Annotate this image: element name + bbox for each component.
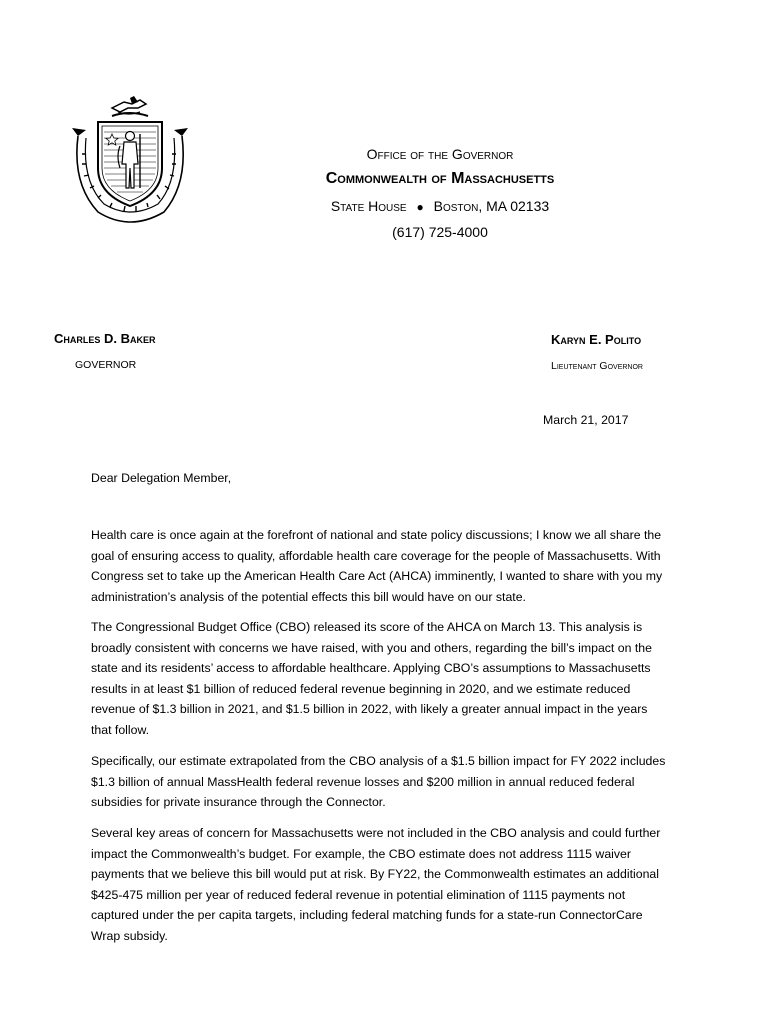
- letter-date: March 21, 2017: [543, 413, 629, 427]
- bullet-icon: ●: [416, 200, 424, 214]
- massachusetts-seal-icon: [68, 94, 192, 228]
- paragraph-3: Specifically, our estimate extrapolated from the CBO analysis of a $1.5 billion impact for FY 2022 includes $1.3 billion of annual MassHealth federal revenue losses and $200 million in annual reduced federal subsidies for private insurance through the Connector.: [91, 754, 666, 809]
- paragraph-2: The Congressional Budget Office (CBO) released its score of the AHCA on March 13. This analysis is broadly consistent with concerns we have raised, with you and others, regarding the bill’s impact on the state and its residents’ access to affordable healthcare. Applying CBO’s assumptions to Massachusetts results in at least $1 billion of reduced federal revenue beginning in 2020, and we estimate reduced revenue of $1.3 billion in 2021, and $1.5 billion in 2022, with likely a greater annual impact in the years that follow.: [91, 620, 652, 737]
- address-building: State House: [330, 198, 407, 214]
- paragraph-1: Health care is once again at the forefront of national and state policy discussions; I know we all share the goal of ensuring access to quality, affordable health care coverage for the people of Massachusetts. With Congress set to take up the American Health Care Act (AHCA) imminently, I wanted to share with you my administration’s analysis of the potential effects this bill would have on our state.: [91, 528, 663, 604]
- paragraph-4: Several key areas of concern for Massachusetts were not included in the CBO analysis and could further impact the Commonwealth’s budget. For example, the CBO estimate does not address 1115 waiver payments that we believe this bill would put at risk. By FY22, the Commonwealth estimates an additional $425-475 million per year of reduced federal revenue in potential elimination of 1115 payments not captured under the per capita targets, including federal matching funds for a state-run ConnectorCare Wrap subsidy.: [91, 826, 661, 943]
- address-city: Boston, MA 02133: [433, 198, 550, 214]
- lieutenant-governor-name: Karyn E. Polito: [551, 332, 642, 347]
- commonwealth-title: Commonwealth of Massachusetts: [325, 170, 555, 187]
- governor-title: GOVERNOR: [75, 359, 137, 371]
- lieutenant-governor-title: Lieutenant Governor: [551, 360, 643, 372]
- office-title: Office of the Governor: [366, 146, 514, 162]
- address-line: [240, 198, 640, 214]
- governor-name: Charles D. Baker: [54, 331, 156, 346]
- salutation: Dear Delegation Member,: [91, 471, 232, 485]
- phone-number: (617) 725-4000: [392, 224, 488, 240]
